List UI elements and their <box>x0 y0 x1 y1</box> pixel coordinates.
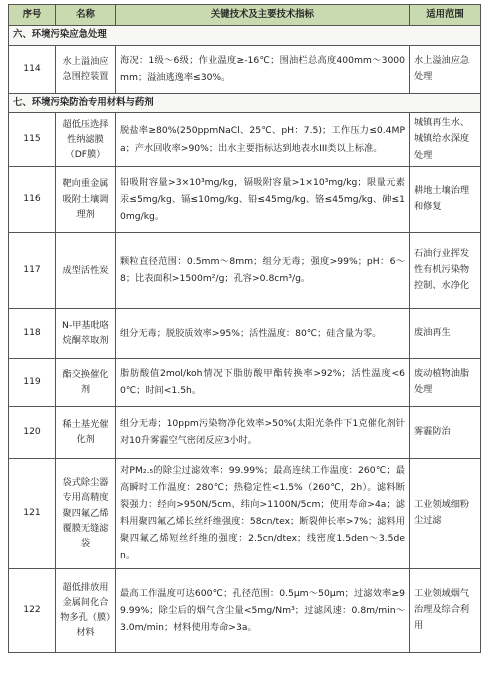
header-spec: 关键技术及主要技术指标 <box>116 5 410 26</box>
section-row-emergency <box>9 26 481 45</box>
table-row <box>9 358 481 406</box>
row-number: 116 <box>9 166 56 232</box>
header-row <box>9 5 481 26</box>
row-scope: 工业领域细粉尘过滤 <box>410 458 481 568</box>
row-name: 酯交换催化剂 <box>56 358 116 406</box>
row-number: 121 <box>9 458 56 568</box>
row-scope: 废动植物油脂处理 <box>410 358 481 406</box>
section-row-materials <box>9 93 481 112</box>
row-name: 水上溢油应急围控装置 <box>56 45 116 93</box>
row-spec: 颗粒直径范围：0.5mm～8mm；组分无毒；强度>99%；pH：6～8；比表面积>1500m²/g；孔容>0.8cm³/g。 <box>116 232 410 308</box>
row-name: 稀土基光催化剂 <box>56 406 116 458</box>
row-scope: 耕地土壤治理和修复 <box>410 166 481 232</box>
row-number: 119 <box>9 358 56 406</box>
row-spec: 铅吸附容量>3×10³mg/kg，镉吸附容量>1×10³mg/kg；限量元素汞≤5mg/kg、镉≤10mg/kg、铅≤45mg/kg、铬≤45mg/kg、砷≤10mg/kg。 <box>116 166 410 232</box>
row-scope: 废油再生 <box>410 308 481 358</box>
row-name: 成型活性炭 <box>56 232 116 308</box>
row-name: 超低排放用金属间化合物多孔（膜）材料 <box>56 568 116 652</box>
row-number: 120 <box>9 406 56 458</box>
row-number: 115 <box>9 113 56 166</box>
header-number: 序号 <box>9 5 56 26</box>
row-name: 袋式除尘器专用高精度聚四氟乙烯覆膜无缝滤袋 <box>56 458 116 568</box>
table-row <box>9 458 481 568</box>
table-row <box>9 45 481 93</box>
section-title: 六、环境污染应急处理 <box>9 26 481 45</box>
row-spec: 组分无毒；10ppm污染物净化效率>50%(太阳光条件下1克催化剂针对10升雾霾空气密闭反应3小时。 <box>116 406 410 458</box>
row-number: 117 <box>9 232 56 308</box>
row-scope: 城镇再生水、城镇给水深度处理 <box>410 113 481 166</box>
row-number: 118 <box>9 308 56 358</box>
row-scope: 石油行业挥发性有机污染物控制、水净化 <box>410 232 481 308</box>
row-scope: 雾霾防治 <box>410 406 481 458</box>
row-spec: 对PM₂.₅的除尘过滤效率：99.99%；最高连续工作温度：260℃；最高瞬时工作温度：280℃；热稳定性<1.5%（260℃，2h）。滤料断裂强力：经向>950N/5cm、纬向>1100N/5cm；使用寿命>4a；滤料用聚四氟乙烯长丝纤维强度：58cn/tex；断裂伸长率>7%；滤料用聚四氟乙烯短丝纤维的强度：2.5cn/dtex；线密度1.5den～3.5den。 <box>116 458 410 568</box>
row-name: 超低压选择性纳滤膜（DF膜） <box>56 113 116 166</box>
technology-table <box>8 4 481 653</box>
section-title: 七、环境污染防治专用材料与药剂 <box>9 93 481 112</box>
row-spec: 脱盐率≥80%(250ppmNaCl、25℃、pH：7.5)；工作压力≤0.4MPa；产水回收率>90%；出水主要指标达到地表水III类以上标准。 <box>116 113 410 166</box>
row-name: 靶向重金属吸附土壤调理剂 <box>56 166 116 232</box>
row-spec: 海况：1级～6级；作业温度≥-16℃；围油栏总高度400mm～3000mm；溢油逃逸率≤30%。 <box>116 45 410 93</box>
table-row <box>9 406 481 458</box>
row-scope: 水上溢油应急处理 <box>410 45 481 93</box>
row-scope: 工业领域烟气治理及综合利用 <box>410 568 481 652</box>
row-number: 122 <box>9 568 56 652</box>
row-spec: 脂肪酸值2mol/koh情况下脂肪酸甲酯转换率>92%；活性温度<60℃；时间<1.5h。 <box>116 358 410 406</box>
table-row <box>9 232 481 308</box>
header-scope: 适用范围 <box>410 5 481 26</box>
table-row <box>9 308 481 358</box>
row-name: N-甲基吡咯烷酮萃取剂 <box>56 308 116 358</box>
table-row <box>9 568 481 652</box>
header-name: 名称 <box>56 5 116 26</box>
row-spec: 组分无毒；脱胶质效率>95%；活性温度：80℃；硅含量为零。 <box>116 308 410 358</box>
row-number: 114 <box>9 45 56 93</box>
table-row <box>9 113 481 166</box>
table-body <box>9 26 481 652</box>
row-spec: 最高工作温度可达600℃；孔径范围：0.5μm～50μm；过滤效率≥99.99%；除尘后的烟气含尘量<5mg/Nm³；过滤风速：0.8m/min～3.0m/min；材料使用寿命>3a。 <box>116 568 410 652</box>
table-header <box>9 5 481 26</box>
table-row <box>9 166 481 232</box>
